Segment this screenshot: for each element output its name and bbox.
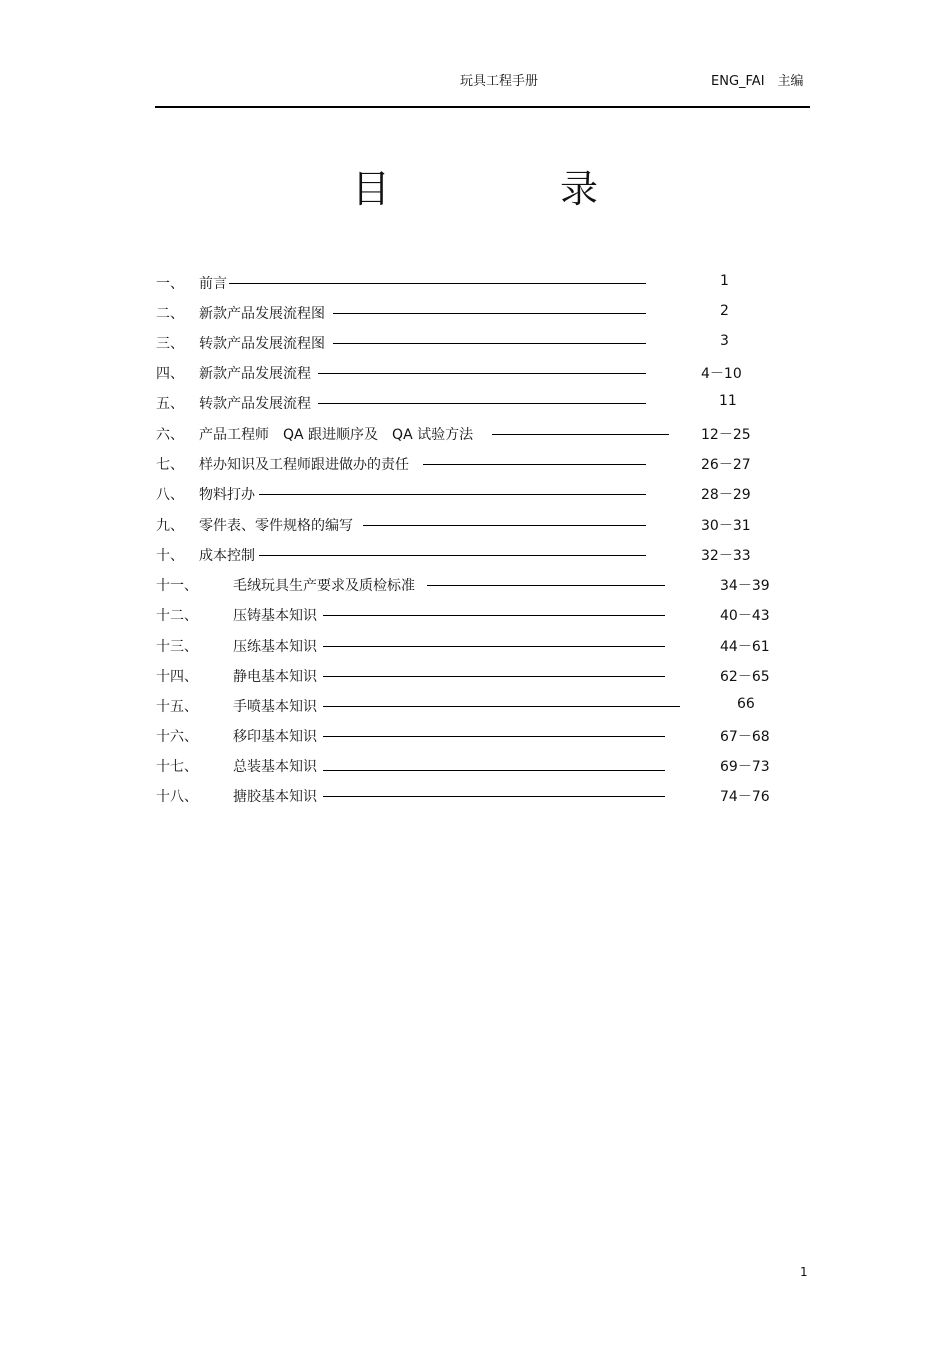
toc-entry-number: 五、	[156, 396, 184, 412]
toc-entry-title: 移印基本知识	[233, 729, 317, 745]
toc-entry-pages: 74－76	[720, 789, 770, 805]
toc-entry[interactable]	[0, 363, 950, 383]
leader-line	[259, 555, 646, 556]
toc-entry-number: 十四、	[156, 669, 198, 685]
leader-line	[323, 796, 665, 797]
leader-line	[323, 676, 665, 677]
leader-line	[318, 403, 646, 404]
toc-entry-number: 十七、	[156, 759, 198, 775]
toc-entry-pages: 3	[720, 333, 729, 349]
toc-entry[interactable]	[0, 273, 950, 293]
toc-entry-number: 十八、	[156, 789, 198, 805]
toc-entry-pages: 34－39	[720, 578, 770, 594]
toc-entry-number: 一、	[156, 276, 184, 292]
leader-line	[259, 494, 646, 495]
leader-line	[333, 313, 646, 314]
toc-entry-title: 产品工程师 QA 跟进顺序及 QA 试验方法	[199, 427, 474, 443]
toc-entry-pages: 11	[719, 393, 737, 409]
leader-line	[492, 434, 669, 435]
toc-entry[interactable]	[0, 393, 950, 413]
toc-entry-number: 十二、	[156, 608, 198, 624]
toc-entry[interactable]	[0, 726, 950, 746]
toc-entry[interactable]	[0, 786, 950, 806]
toc-entry-title: 压铸基本知识	[233, 608, 317, 624]
toc-entry[interactable]	[0, 666, 950, 686]
manual-title: 玩具工程手册	[460, 74, 539, 89]
toc-entry[interactable]	[0, 756, 950, 776]
leader-line	[323, 646, 665, 647]
toc-entry-number: 九、	[156, 518, 184, 534]
toc-entry-title: 零件表、零件规格的编写	[199, 518, 353, 534]
toc-entry-title: 手喷基本知识	[233, 699, 317, 715]
leader-line	[323, 615, 665, 616]
toc-entry-pages: 69－73	[720, 759, 770, 775]
leader-line	[323, 706, 680, 707]
leader-line	[323, 736, 665, 737]
toc-entry[interactable]	[0, 303, 950, 323]
leader-line	[427, 585, 665, 586]
toc-entry[interactable]	[0, 424, 950, 444]
leader-line	[423, 464, 646, 465]
toc-entry-number: 十五、	[156, 699, 198, 715]
toc-entry-number: 三、	[156, 336, 184, 352]
leader-line	[333, 343, 646, 344]
toc-entry-number: 四、	[156, 366, 184, 382]
toc-entry-pages: 67－68	[720, 729, 770, 745]
toc-entry-number: 十、	[156, 548, 184, 564]
toc-entry-pages: 44－61	[720, 639, 770, 655]
toc-entry-title: 压练基本知识	[233, 639, 317, 655]
toc-entry-title: 新款产品发展流程图	[199, 306, 325, 322]
toc-entry-number: 十三、	[156, 639, 198, 655]
toc-entry-number: 七、	[156, 457, 184, 473]
toc-entry[interactable]	[0, 696, 950, 716]
toc-entry-title: 转款产品发展流程图	[199, 336, 325, 352]
toc-entry-pages: 2	[720, 303, 729, 319]
toc-entry-pages: 62－65	[720, 669, 770, 685]
toc-entry[interactable]	[0, 515, 950, 535]
toc-entry-title: 转款产品发展流程	[199, 396, 311, 412]
toc-entry[interactable]	[0, 636, 950, 656]
toc-entry[interactable]	[0, 484, 950, 504]
toc-entry-title: 物料打办	[199, 487, 255, 503]
leader-line	[323, 770, 665, 771]
toc-entry-title: 静电基本知识	[233, 669, 317, 685]
page-number: 1	[800, 1265, 808, 1279]
toc-heading-char-1: 目	[352, 167, 391, 211]
leader-line	[363, 525, 646, 526]
toc-entry[interactable]	[0, 575, 950, 595]
toc-entry-number: 十六、	[156, 729, 198, 745]
toc-entry-pages: 1	[720, 273, 729, 289]
toc-entry-title: 总装基本知识	[233, 759, 317, 775]
toc-entry-pages: 28－29	[701, 487, 751, 503]
toc-entry-pages: 12－25	[701, 427, 751, 443]
toc-entry-title: 毛绒玩具生产要求及质检标准	[233, 578, 415, 594]
leader-line	[318, 373, 646, 374]
leader-line	[229, 283, 646, 284]
toc-entry-title: 搪胶基本知识	[233, 789, 317, 805]
toc-entry[interactable]	[0, 454, 950, 474]
toc-entry-number: 二、	[156, 306, 184, 322]
toc-entry-title: 样办知识及工程师跟进做办的责任	[199, 457, 409, 473]
toc-entry[interactable]	[0, 605, 950, 625]
toc-entry-number: 六、	[156, 427, 184, 443]
toc-entry[interactable]	[0, 333, 950, 353]
toc-entry-pages: 32－33	[701, 548, 751, 564]
toc-entry-title: 新款产品发展流程	[199, 366, 311, 382]
toc-entry-number: 十一、	[156, 578, 198, 594]
toc-entry[interactable]	[0, 545, 950, 565]
toc-entry-pages: 30－31	[701, 518, 751, 534]
toc-entry-title: 成本控制	[199, 548, 255, 564]
toc-heading-char-2: 录	[560, 167, 599, 211]
editor-label: ENG_FAI 主编	[711, 74, 804, 89]
toc-entry-pages: 26－27	[701, 457, 751, 473]
toc-entry-title: 前言	[199, 276, 227, 292]
toc-entry-pages: 4－10	[701, 366, 742, 382]
toc-entry-number: 八、	[156, 487, 184, 503]
toc-entry-pages: 40－43	[720, 608, 770, 624]
toc-entry-pages: 66	[737, 696, 755, 712]
header-divider	[155, 106, 810, 108]
